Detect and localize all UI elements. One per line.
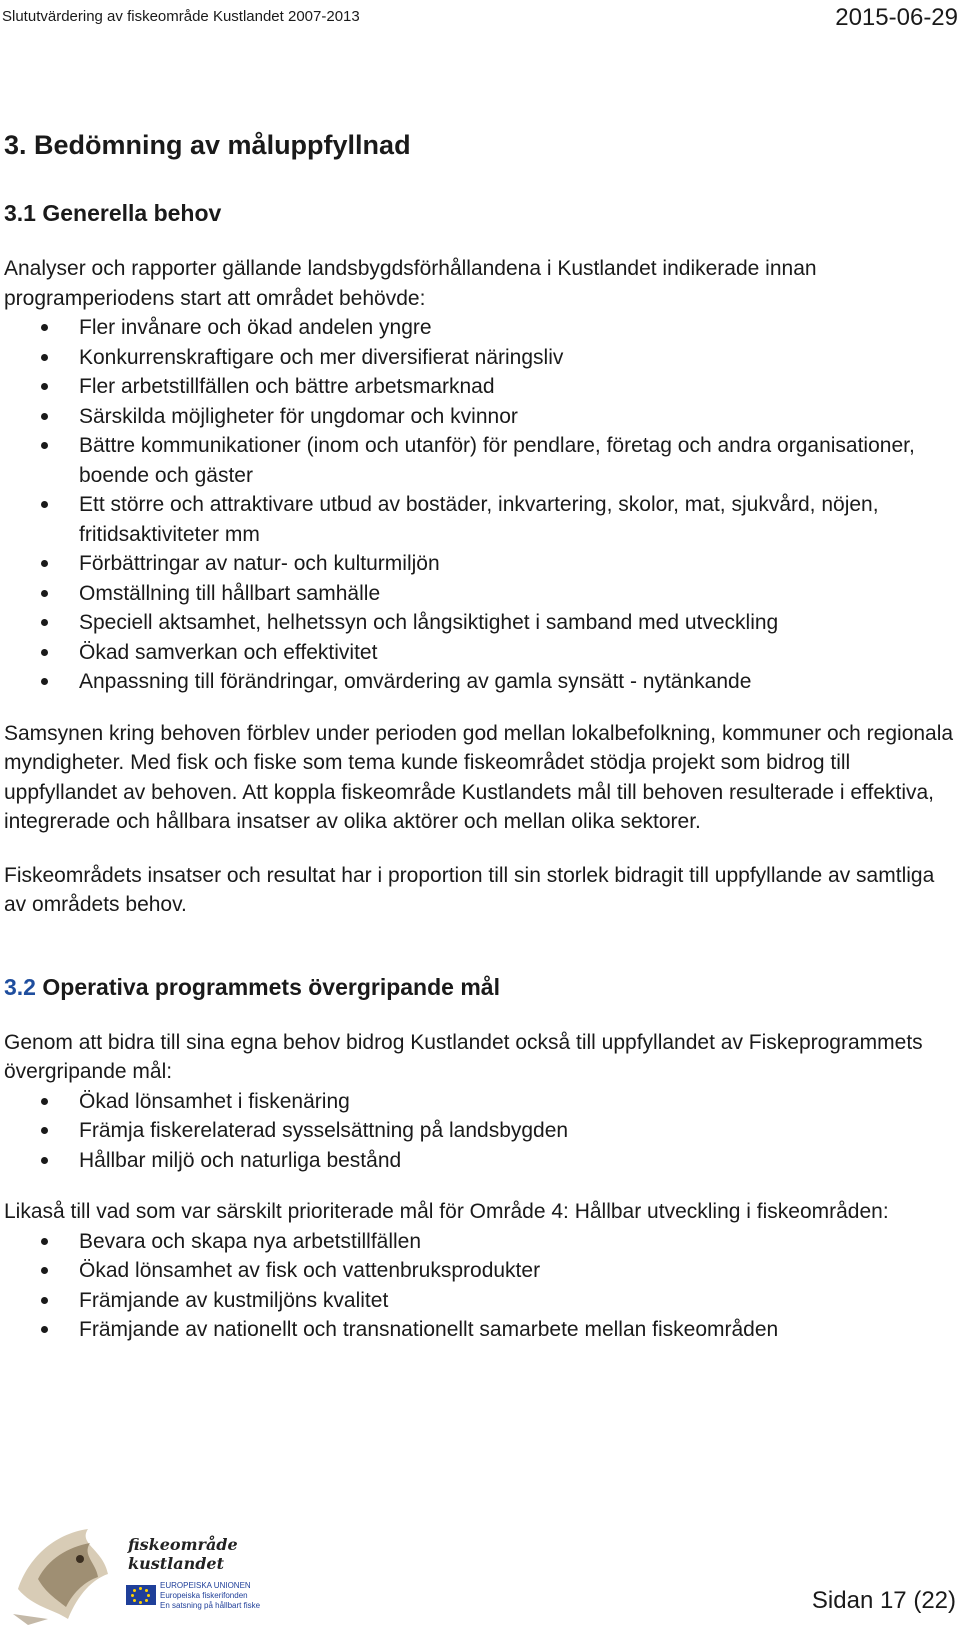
eu-flag-icon: [126, 1585, 156, 1605]
list-item: Förbättringar av natur- och kulturmiljön: [4, 549, 954, 579]
list-item: Ökad samverkan och effektivitet: [4, 638, 954, 668]
list-item: Ökad lönsamhet i fiskenäring: [4, 1087, 954, 1117]
bullet-icon: [41, 1127, 48, 1134]
list-item: Bättre kommunikationer (inom och utanför) för pendlare, företag och andra organisationer, boende och gäster: [4, 431, 954, 490]
bullet-icon: [41, 1267, 48, 1274]
bullet-icon: [41, 560, 48, 567]
bullet-icon: [41, 383, 48, 390]
bullet-icon: [41, 1238, 48, 1245]
bullet-icon: [41, 590, 48, 597]
document-title: Slututvärdering av fiskeområde Kustlandet 2007-2013: [2, 8, 360, 25]
page-number: Sidan 17 (22): [811, 1587, 956, 1614]
list-item: Främjande av nationellt och transnationellt samarbete mellan fiskeområden: [4, 1315, 954, 1345]
bullet-icon: [41, 413, 48, 420]
bullet-icon: [41, 354, 48, 361]
list-item: Konkurrenskraftigare och mer diversifierat näringsliv: [4, 343, 954, 373]
subsection-title-3-2: 3.2 Operativa programmets övergripande mål: [4, 973, 500, 1000]
page-header: [2, 4, 958, 31]
consensus-paragraph: Samsynen kring behoven förblev under perioden god mellan lokalbefolkning, kommuner och regionala myndigheter. Med fisk och fiske som tema kunde fiskeområdet stödja projekt som bidrog till uppfyllandet av behoven. Att koppla fiskeområde Kustlandets mål till behoven resulterade i effektiva, integrerade och hållbara insatser av olika aktörer och mellan olika sektorer.: [4, 721, 954, 833]
fish-logo-icon: [8, 1519, 123, 1627]
priority-intro-paragraph: Likaså till vad som var särskilt prioriterade mål för Område 4: Hållbar utveckling i fiskeområden:: [4, 1200, 889, 1223]
eu-caption: EUROPEISKA UNIONEN Europeiska fiskerifonden En satsning på hållbart fiske: [160, 1581, 261, 1610]
bullet-icon: [41, 649, 48, 656]
list-item: Hållbar miljö och naturliga bestånd: [4, 1146, 954, 1176]
logo-text: fiskeområde kustlandet: [128, 1535, 238, 1573]
subsection-title-3-1: 3.1 Generella behov: [4, 200, 222, 226]
bullet-icon: [41, 324, 48, 331]
bullet-icon: [41, 442, 48, 449]
page-footer: [0, 1513, 960, 1633]
program-intro-paragraph: Genom att bidra till sina egna behov bidrog Kustlandet också till uppfyllandet av Fiskeprogrammets övergripande mål:: [4, 1030, 923, 1083]
results-paragraph: Fiskeområdets insatser och resultat har i proportion till sin storlek bidragit till uppfyllande av samtliga av områdets behov.: [4, 863, 935, 916]
bullet-icon: [41, 1098, 48, 1105]
list-item: Ett större och attraktivare utbud av bostäder, inkvartering, skolor, mat, sjukvård, nöjen, fritidsaktiviteter mm: [4, 490, 954, 549]
list-item: Omställning till hållbart samhälle: [4, 579, 954, 609]
bullet-icon: [41, 678, 48, 685]
needs-list: [4, 313, 954, 697]
intro-paragraph: Analyser och rapporter gällande landsbygdsförhållandena i Kustlandet indikerade innan programperiodens start att området behövde:: [4, 257, 817, 310]
section-title: 3. Bedömning av måluppfyllnad: [4, 130, 411, 160]
list-item: Fler invånare och ökad andelen yngre: [4, 313, 954, 343]
bullet-icon: [41, 1326, 48, 1333]
document-date: 2015-06-29: [835, 4, 958, 31]
bullet-icon: [41, 501, 48, 508]
priority-goals-list: [4, 1227, 954, 1345]
program-goals-list: [4, 1087, 954, 1176]
bullet-icon: [41, 619, 48, 626]
list-item: Särskilda möjligheter för ungdomar och kvinnor: [4, 402, 954, 432]
list-item: Bevara och skapa nya arbetstillfällen: [4, 1227, 954, 1257]
page-content: [4, 128, 954, 1345]
fiskeomrade-logo: [8, 1517, 268, 1627]
list-item: Fler arbetstillfällen och bättre arbetsmarknad: [4, 372, 954, 402]
bullet-icon: [41, 1297, 48, 1304]
list-item: Anpassning till förändringar, omvärdering av gamla synsätt - nytänkande: [4, 667, 954, 697]
list-item: Ökad lönsamhet av fisk och vattenbruksprodukter: [4, 1256, 954, 1286]
list-item: Främjande av kustmiljöns kvalitet: [4, 1286, 954, 1316]
list-item: Främja fiskerelaterad sysselsättning på landsbygden: [4, 1116, 954, 1146]
bullet-icon: [41, 1157, 48, 1164]
list-item: Speciell aktsamhet, helhetssyn och långsiktighet i samband med utveckling: [4, 608, 954, 638]
